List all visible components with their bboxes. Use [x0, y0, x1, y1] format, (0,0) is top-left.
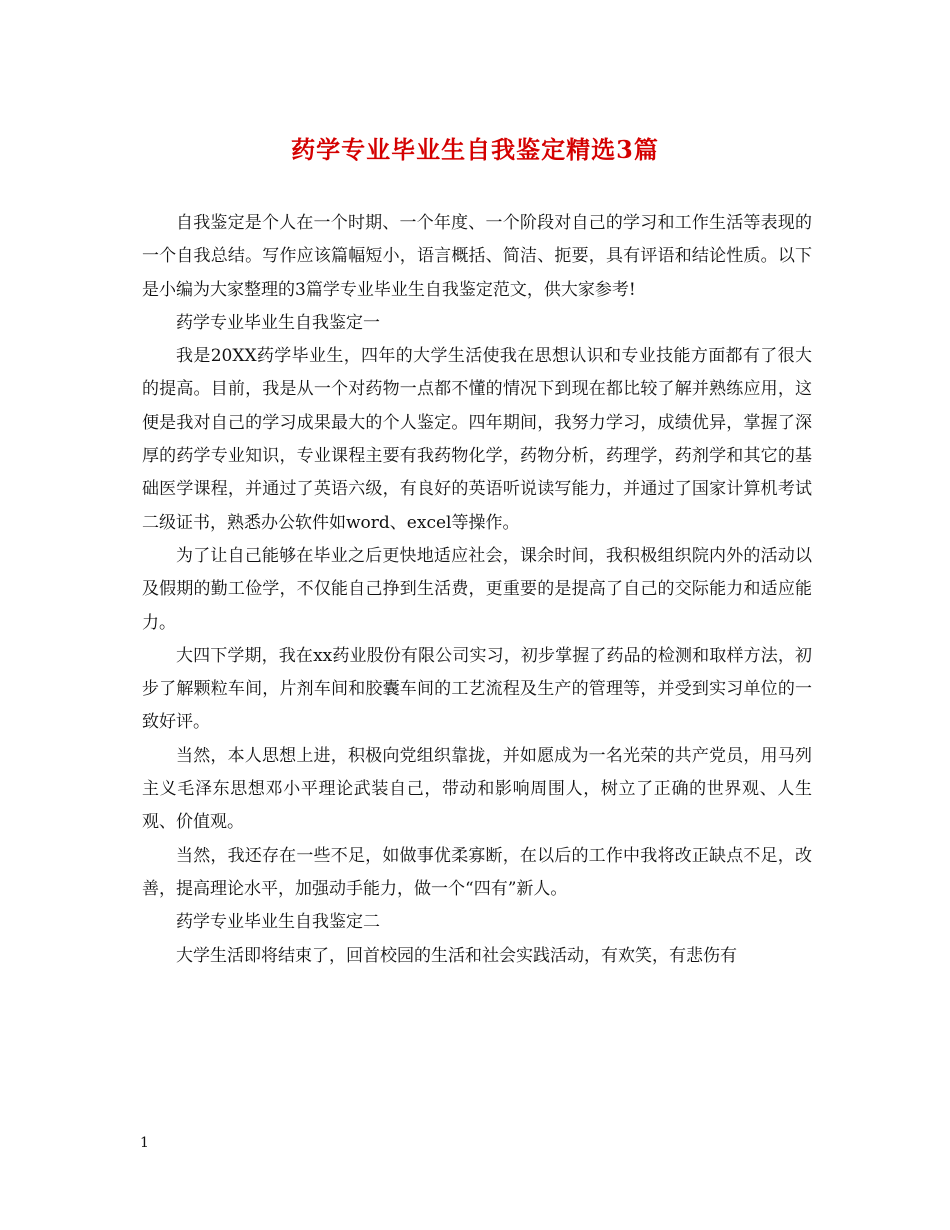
body-paragraph: 当然，我还存在一些不足，如做事优柔寡断，在以后的工作中我将改正缺点不足，改善，提高理论水平，加强动手能力，做一个“四有”新人。 — [142, 845, 812, 899]
section-heading-2: 药学专业毕业生自我鉴定二 — [176, 912, 380, 933]
section-heading-1: 药学专业毕业生自我鉴定一 — [176, 312, 380, 333]
body-paragraph: 大学生活即将结束了，回首校园的生活和社会实践活动，有欢笑，有悲伤有 — [176, 945, 737, 966]
document-body — [142, 207, 812, 973]
body-paragraph: 我是20XX药学毕业生，四年的大学生活使我在思想认识和专业技能方面都有了很大的提高。目前，我是从一个对药物一点都不懂的情况下到现在都比较了解并熟练应用，这便是我对自己的学习成果最大的个人鉴定。四年期间，我努力学习，成绩优异，掌握了深厚的药学专业知识，专业课程主要有我药物化学，药物分析，药理学，药剂学和其它的基础医学课程，并通过了英语六级，有良好的英语听说读写能力，并通过了国家计算机考试二级证书，熟悉办公软件如word、excel等操作。 — [142, 346, 812, 533]
intro-paragraph: 自我鉴定是个人在一个时期、一个年度、一个阶段对自己的学习和工作生活等表现的一个自我总结。写作应该篇幅短小，语言概括、简洁、扼要，具有评语和结论性质。以下是小编为大家整理的3篇学专业毕业生自我鉴定范文，供大家参考! — [142, 213, 812, 300]
document-title: 药学专业毕业生自我鉴定精选3篇 — [291, 135, 659, 164]
body-paragraph: 大四下学期，我在xx药业股份有限公司实习，初步掌握了药品的检测和取样方法，初步了解颗粒车间，片剂车间和胶囊车间的工艺流程及生产的管理等，并受到实习单位的一致好评。 — [142, 645, 812, 733]
body-paragraph: 为了让自己能够在毕业之后更快地适应社会，课余时间，我积极组织院内外的活动以及假期的勤工俭学，不仅能自己挣到生活费，更重要的是提高了自己的交际能力和适应能力。 — [142, 545, 812, 633]
body-paragraph: 当然，本人思想上进，积极向党组织靠拢，并如愿成为一名光荣的共产党员，用马列主义毛泽东思想邓小平理论武装自己，带动和影响周围人，树立了正确的世界观、人生观、价值观。 — [142, 745, 812, 833]
page-number: 1 — [140, 1135, 149, 1151]
